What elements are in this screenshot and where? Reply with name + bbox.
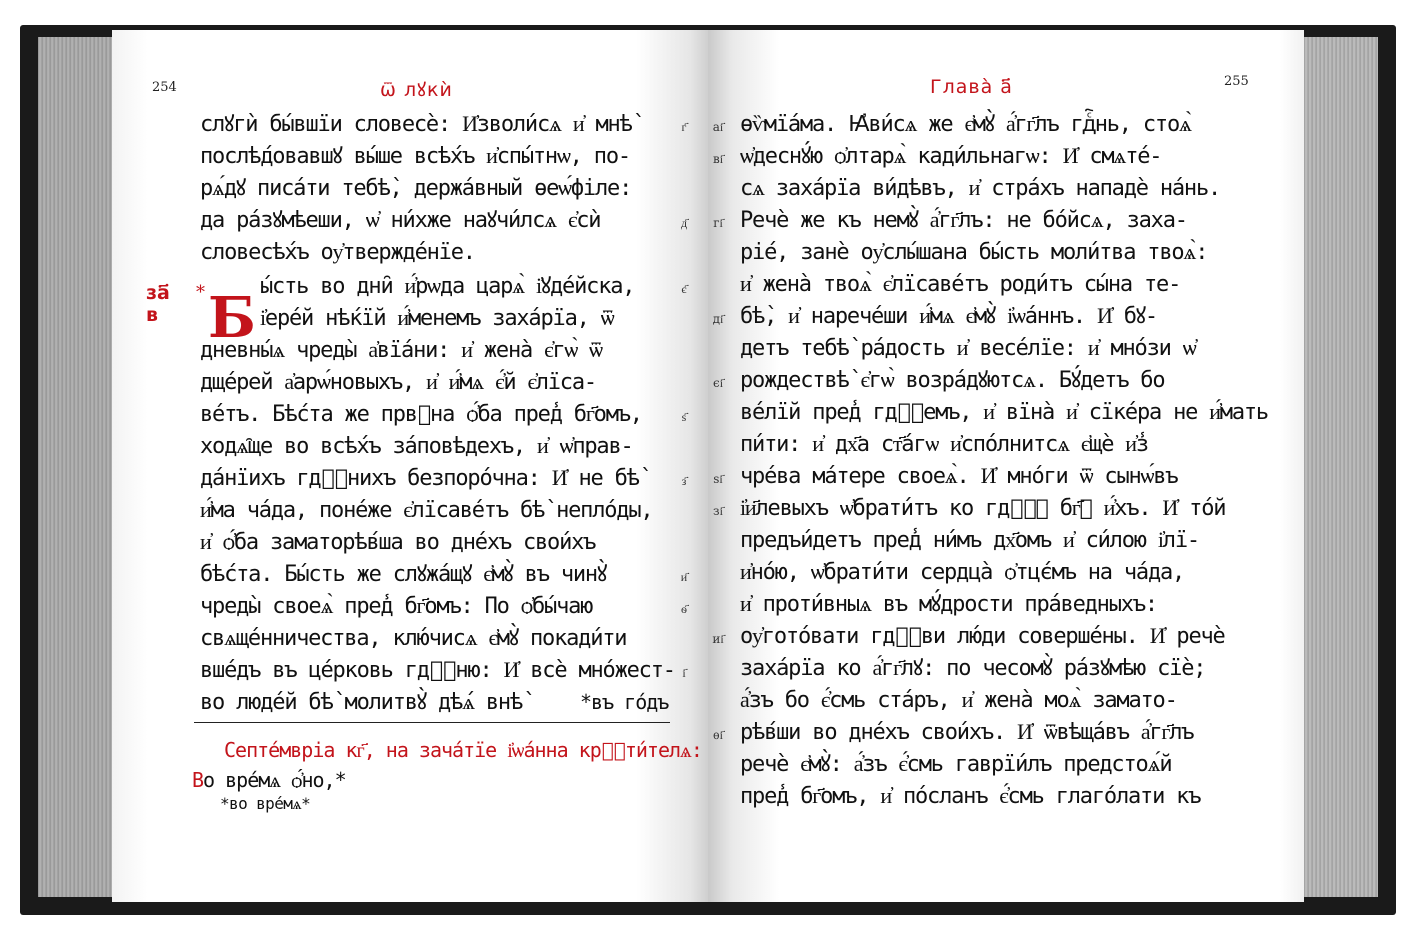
verse-number: гі҃ — [713, 216, 723, 230]
footnote-marker: *въ го́дъ — [580, 690, 669, 714]
text-line: Речѐ же къ немꙋ̀ а҆́гг҃лъ: не бо́йсѧ, заха- — [740, 208, 1187, 233]
text-line: чре́ва ма́тере своеѧ̀. И҆ мно́ги ѿ сынѡ́въ — [740, 464, 1178, 489]
star-mark: * — [196, 282, 205, 303]
text-line: бѣ̀, и҆ нарече́ши и҆́мѧ є҆мꙋ̀ і҆ѡа́ннъ. И҆ бꙋ- — [740, 304, 1157, 329]
text-line: дневны́ѧ чреды̀ а҆вїа́ни: и҆ жена̀ є҆гѡ̀ ѿ — [200, 338, 602, 363]
text-line: речѐ є҆мꙋ̀: а҆́зъ є҆́смь гаврїи́лъ предстоѧ́й — [740, 752, 1172, 777]
footnote-body: о вре́мѧ ѻ҆́но,* — [203, 768, 346, 792]
footnote-subtext: *во вре́мѧ* — [220, 794, 311, 813]
verse-number: д҃ — [680, 216, 688, 230]
text-line: да́нїихъ гдⷭ҇нихъ безпоро́чна: И҆ не бѣ̀ — [200, 466, 639, 491]
text-line: во люде́й бѣ̀ молитвꙋ̀ дѣ́ѧ внѣ̀ — [200, 690, 523, 715]
footnote-rule — [194, 722, 670, 723]
verse-number: иі҃ — [712, 632, 724, 646]
page-edges-right — [1296, 37, 1378, 897]
page-number: 254 — [152, 80, 177, 95]
text-line: пи́ти: и҆ дх҃а ст҃а́гѡ и҆спо́лнитсѧ є҆щѐ и҆з̾ — [740, 432, 1148, 457]
text-line: и҆но́ю, ѡ҆брати́ти сердца̀ ѻ҆тцє́мъ на ча́да, — [740, 560, 1185, 585]
verse-number: ѳ҃ — [681, 602, 687, 616]
left-page — [112, 30, 708, 902]
text-line: пред̾ бг҃омъ, и҆ по́сланъ є҆́смь глаго́лати къ — [740, 784, 1201, 809]
text-line: ходѧ̑ще во всѣ́хъ за́повѣдехъ, и҆ ѡ҆прав- — [200, 434, 633, 459]
text-line: и҆ жена̀ твоѧ̀ є҆лїсаве́тъ роди́тъ сы́на те- — [740, 272, 1181, 297]
text-line: ве́лїй пред̾ гдⷭ҇емъ, и҆ вїна̀ и҆ сїке́ра не и҆́мать — [740, 400, 1268, 425]
text-line: ѡ҆деснꙋ́ю ѻ҆лтарѧ̀ кади́льнагѡ: И҆ смѧте́- — [740, 144, 1162, 169]
text-line: сѧ заха́рїа ви́дѣвъ, и҆ стра́хъ нападѐ на́нь. — [740, 176, 1221, 201]
text-line: и҆ ѻ҆́ба заматорѣ́вша во дне́хъ свои́хъ — [200, 530, 596, 555]
verse-number: ѳі҃ — [713, 728, 723, 742]
text-line: і҆ере́й нѣ́кїй и҆́менемъ заха́рїа, ѿ — [260, 306, 614, 331]
text-line: да ра́зꙋмѣеши, ѡ҆ ни́хже наꙋчи́лсѧ є҆сѝ — [200, 208, 601, 233]
liturgical-rubric: Септе́мвріа кг҃, на зача́тїе і҆ѡа́нна крⷭ҇ти́телѧ: — [224, 738, 702, 762]
verse-number: є҃ — [681, 282, 687, 296]
text-line: предъи́детъ пред̾ ни́мъ дх҃омъ и҆ си́лою і҆лї- — [740, 528, 1199, 553]
text-line: и҆ проти́вныѧ въ мꙋ́дрости пра́ведныхъ: — [740, 592, 1157, 617]
page-number: 255 — [1224, 74, 1249, 89]
running-header: Глава̀ а҃ — [930, 76, 1013, 98]
margin-note-text: за҃ в — [146, 282, 170, 326]
text-line: рі́е, занѐ оу҆слы́шана бы́сть моли́тва твоѧ̀: — [740, 240, 1208, 265]
verse-number: з҃ — [681, 474, 687, 488]
verse-number: аі҃ — [712, 120, 724, 134]
text-line: детъ тебѣ̀ ра́дость и҆ весе́лїе: и҆ мно́зи ѡ҆ — [740, 336, 1196, 361]
verse-number: ві҃ — [712, 152, 724, 166]
text-line: послѣ́довавшꙋ вы́ше всѣ́хъ и҆спы́тнѡ, по- — [200, 144, 630, 169]
footnote-text — [192, 768, 346, 793]
text-line: ѳѷмїа́ма. Ꙗ҆ви́сѧ же є҆мꙋ̀ а҆́гг҃лъ гдⷭ҇нь, стоѧ̀ — [740, 112, 1191, 137]
text-line: а҆́зъ бо є҆́смь ста́ръ, и҆ жена̀ моѧ̀ замато- — [740, 688, 1177, 713]
verse-number: і҃ — [682, 666, 686, 680]
running-header: ѿ лꙋкѝ — [380, 79, 453, 101]
verse-number: г҃ — [681, 120, 687, 134]
text-line: і҆и҃левыхъ ѡ҆брати́тъ ко гдⷭ҇ꙋ бг҃ꙋ и҆́хъ. И҆ то́й — [740, 496, 1226, 521]
text-line: рождествѣ̀ є҆гѡ̀ возра́дꙋютсѧ. Бꙋ́детъ бо — [740, 368, 1165, 393]
text-line: заха́рїа ко а҆́гг҃лꙋ: по чесомꙋ̀ ра́зꙋмѣю сїѐ; — [740, 656, 1206, 681]
text-line: оу҆гото́вати гдⷭ҇ви лю́ди соверше́ны. И҆ речѐ — [740, 624, 1225, 649]
drop-cap: Б — [208, 285, 256, 351]
text-line: свѧще́нничества, клю́чисѧ є҆мꙋ̀ покади́ти — [200, 626, 627, 651]
right-page — [708, 30, 1304, 902]
verse-number: ді҃ — [712, 312, 724, 326]
text-line: вше́дъ въ це́рковь гдⷭ҇ню: И҆ всѐ мно́жест- — [200, 658, 675, 683]
verse-number: ѕ҃ — [681, 410, 687, 424]
text-line: бѣ́ста. Бы́сть же слꙋжа́щꙋ є҆мꙋ̀ въ чинꙋ̀ — [200, 562, 607, 587]
margin-note — [146, 282, 170, 326]
text-line: чреды̀ своеѧ̀ пред̾ бг҃омъ: По ѻ҆бы́чаю — [200, 594, 593, 619]
verse-number: ѕі҃ — [713, 472, 723, 486]
footnote-initial: В — [192, 768, 204, 792]
page-edges-left — [38, 37, 118, 897]
text-line: рѧ́дꙋ писа́ти тебѣ̀, держа́вный ѳеѡ́філе: — [200, 176, 632, 201]
verse-number: єі҃ — [712, 376, 724, 390]
text-line: ве́тъ. Бѣ́ста же првⷣна ѻ҆́ба пред̾ бг҃омъ, — [200, 402, 642, 427]
verse-number: и҃ — [680, 570, 688, 584]
text-line: ы́сть во дни̑ и҆́рѡда царѧ̀ і҆ꙋде́йска, — [260, 274, 635, 299]
text-line: рѣ́вши во дне́хъ свои́хъ. И҆ ѿвѣща́въ а҆́гг҃лъ — [740, 720, 1194, 745]
text-line: словесѣ́хъ оу҆твержде́нїе. — [200, 240, 475, 265]
text-line: и҆́ма ча́да, поне́же є҆лїсаве́тъ бѣ̀ непло́ды, — [200, 498, 653, 523]
text-line: слꙋгѝ бы́вшїи словесѐ: И҆зволи́сѧ и҆ мнѣ̀ — [200, 112, 632, 137]
text-line: дще́рей а҆арѡ́новыхъ, и҆ и҆́мѧ є҆́й є҆лїса- — [200, 370, 596, 395]
verse-number: зі҃ — [713, 504, 723, 518]
